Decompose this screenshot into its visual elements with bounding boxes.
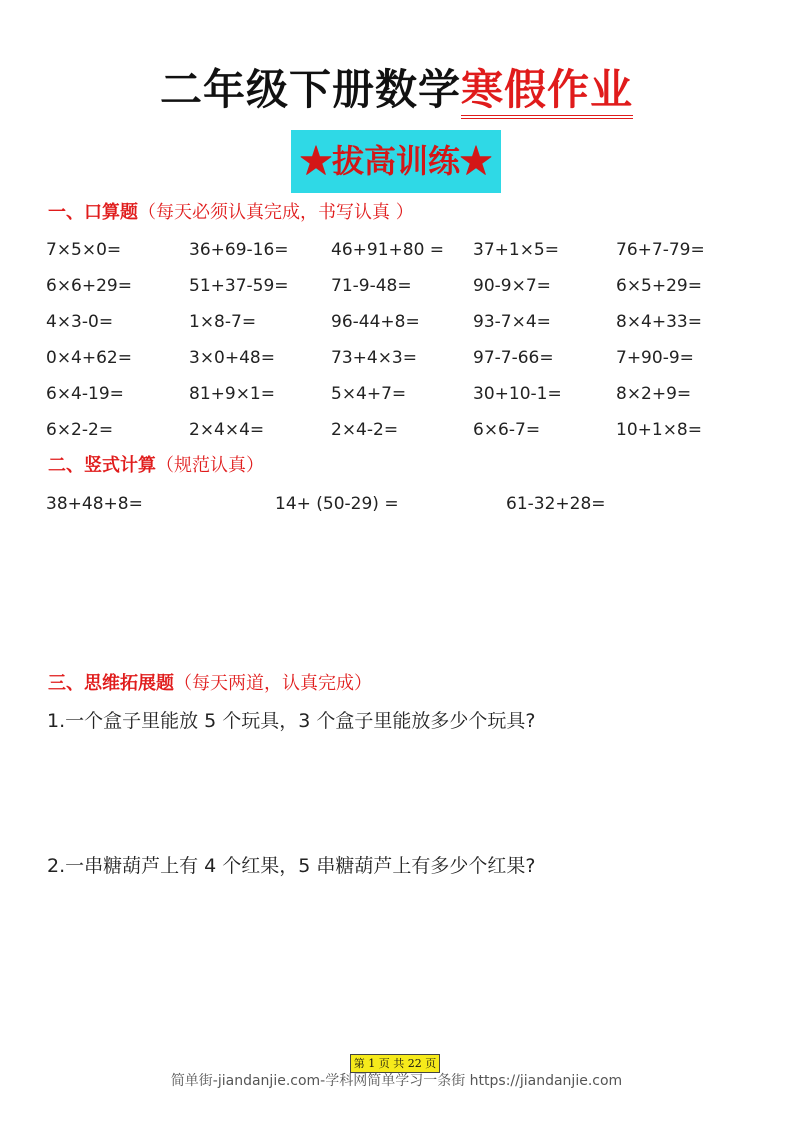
word-problem: 1.一个盒子里能放 5 个玩具，3 个盒子里能放多少个玩具?: [47, 710, 536, 732]
section-vertical-title: 二、竖式计算: [48, 455, 156, 476]
oral-problem: 6×6+29=: [46, 276, 132, 296]
oral-problem: 8×2+9=: [616, 384, 692, 404]
oral-problem: 4×3-0=: [46, 312, 114, 332]
oral-problem: 2×4×4=: [189, 420, 265, 440]
oral-problem: 8×4+33=: [616, 312, 702, 332]
oral-problem: 6×5+29=: [616, 276, 702, 296]
oral-problem: 97-7-66=: [473, 348, 554, 368]
section-oral-note: （每天必须认真完成，书写认真 ）: [138, 202, 414, 223]
oral-problem-grid: [46, 236, 766, 452]
footer-site-text: 简单街-jiandanjie.com-学科网简单学习一条街 https://jiandanjie.com: [170, 1073, 623, 1089]
oral-problem: 96-44+8=: [331, 312, 420, 332]
oral-problem: 10+1×8=: [616, 420, 702, 440]
section-thinking-heading: [48, 672, 372, 696]
page-number-badge: 第 1 页 共 22 页: [350, 1054, 440, 1073]
word-problem: 2.一串糖葫芦上有 4 个红果，5 串糖葫芦上有多少个红果?: [47, 855, 536, 877]
vertical-calc-row: [46, 490, 766, 518]
section-thinking-title: 三、思维拓展题: [48, 673, 174, 694]
oral-problem: 6×6-7=: [473, 420, 541, 440]
section-oral-title: 一、口算题: [48, 202, 138, 223]
oral-problem: 46+91+80 =: [331, 240, 445, 260]
oral-problem: 5×4+7=: [331, 384, 407, 404]
oral-problem: 71-9-48=: [331, 276, 412, 296]
page-title: [0, 62, 793, 118]
oral-problem: 1×8-7=: [189, 312, 257, 332]
section-vertical-note: （规范认真）: [156, 455, 264, 476]
vertical-problem: 38+48+8=: [46, 494, 143, 514]
oral-problem: 7+90-9=: [616, 348, 694, 368]
section-thinking-note: （每天两道，认真完成）: [174, 673, 372, 694]
oral-problem: 81+9×1=: [189, 384, 275, 404]
oral-problem: 51+37-59=: [189, 276, 289, 296]
section-oral-heading: [48, 201, 414, 225]
oral-problem: 90-9×7=: [473, 276, 551, 296]
oral-problem: 37+1×5=: [473, 240, 559, 260]
oral-problem: 36+69-16=: [189, 240, 289, 260]
oral-problem: 6×2-2=: [46, 420, 114, 440]
oral-problem: 93-7×4=: [473, 312, 551, 332]
oral-problem: 2×4-2=: [331, 420, 399, 440]
oral-problem: 7×5×0=: [46, 240, 122, 260]
subtitle-banner: ★拔高训练★: [291, 130, 501, 193]
oral-problem: 3×0+48=: [189, 348, 275, 368]
oral-problem: 6×4-19=: [46, 384, 124, 404]
vertical-problem: 14+ (50-29) =: [275, 494, 399, 514]
section-vertical-heading: [48, 454, 264, 478]
oral-problem: 73+4×3=: [331, 348, 417, 368]
vertical-problem: 61-32+28=: [506, 494, 606, 514]
page-title-main: 二年级下册数学: [159, 65, 461, 114]
oral-problem: 0×4+62=: [46, 348, 132, 368]
oral-problem: 76+7-79=: [616, 240, 705, 260]
page-title-accent: 寒假作业: [461, 65, 633, 119]
oral-problem: 30+10-1=: [473, 384, 562, 404]
